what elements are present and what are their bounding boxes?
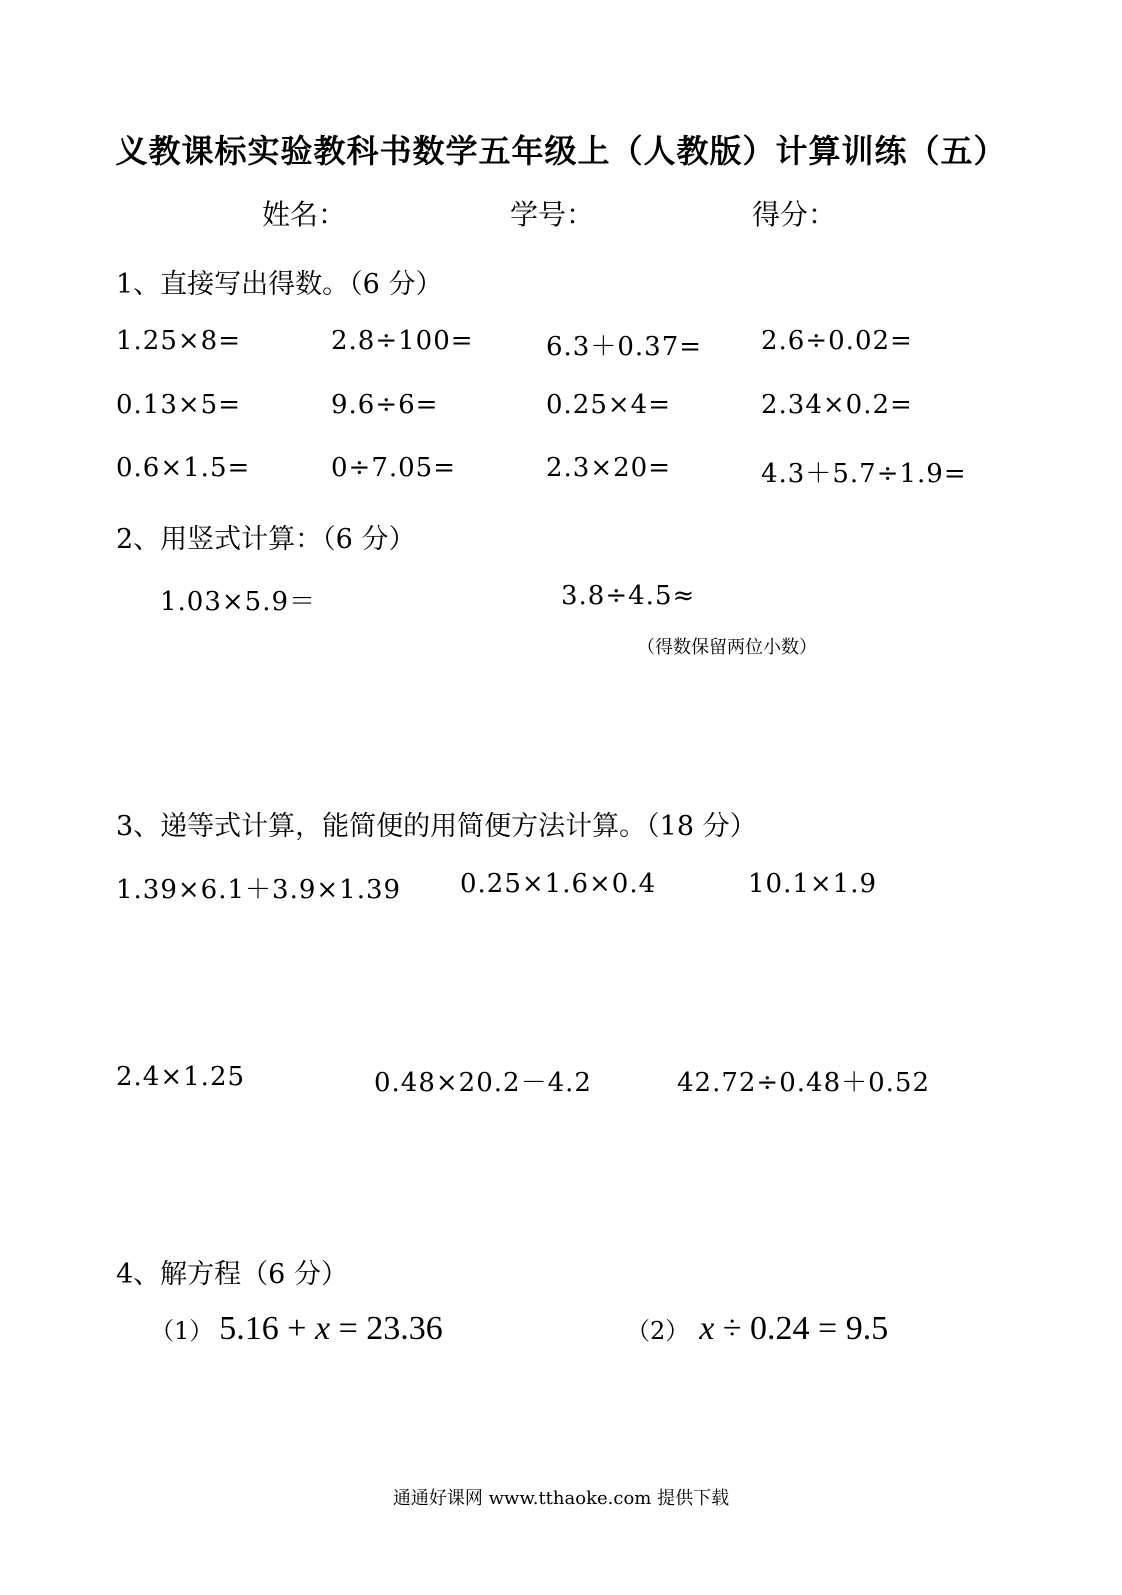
mental-math-item: 0.25×4= xyxy=(546,390,672,420)
mental-math-item: 1.25×8= xyxy=(116,326,242,356)
mental-math-item: 2.6÷0.02= xyxy=(761,326,913,356)
stepwise-calc-problem: 0.48×20.2－4.2 xyxy=(374,1068,592,1098)
variable-x: x xyxy=(314,1310,331,1347)
stepwise-calc-problem: 10.1×1.9 xyxy=(748,869,878,899)
footer-credit: 通通好课网 www.tthaoke.com 提供下载 xyxy=(392,1488,730,1509)
score-label: 得分： xyxy=(752,198,837,231)
stepwise-calc-problem: 0.25×1.6×0.4 xyxy=(460,869,657,899)
section4-heading: 4、解方程（6 分） xyxy=(116,1259,348,1290)
mental-math-item: 6.3＋0.37= xyxy=(546,332,703,362)
equation-number: （2） xyxy=(626,1317,690,1345)
section2-heading: 2、用竖式计算：（6 分） xyxy=(116,524,416,555)
vertical-calc-problem: 1.03×5.9＝ xyxy=(160,587,317,617)
name-label: 姓名： xyxy=(262,198,347,231)
mental-math-item: 2.8÷100= xyxy=(331,326,474,356)
variable-x: x xyxy=(699,1310,715,1347)
mental-math-item: 0.13×5= xyxy=(116,390,242,420)
equation-2 xyxy=(626,1310,888,1348)
stepwise-calc-problem: 42.72÷0.48＋0.52 xyxy=(677,1068,930,1098)
equation-1 xyxy=(150,1310,443,1348)
mental-math-item: 9.6÷6= xyxy=(331,390,439,420)
mental-math-item: 4.3＋5.7÷1.9= xyxy=(761,459,967,489)
equation-body: ÷ 0.24 = 9.5 xyxy=(714,1310,889,1347)
equation-left: 5.16 + xyxy=(219,1310,315,1347)
section3-heading: 3、递等式计算，能简便的用简便方法计算。（18 分） xyxy=(116,811,757,842)
page-title: 义教课标实验教科书数学五年级上（人教版）计算训练（五） xyxy=(115,132,1007,170)
rounding-note: （得数保留两位小数） xyxy=(637,637,817,658)
student-id-label: 学号： xyxy=(510,198,595,231)
equation-number: （1） xyxy=(150,1317,214,1345)
mental-math-item: 2.34×0.2= xyxy=(761,390,913,420)
mental-math-item: 2.3×20= xyxy=(546,453,672,483)
mental-math-item: 0.6×1.5= xyxy=(116,453,251,483)
stepwise-calc-problem: 1.39×6.1＋3.9×1.39 xyxy=(116,875,402,905)
stepwise-calc-problem: 2.4×1.25 xyxy=(116,1062,246,1092)
section1-heading: 1、直接写出得数。（6 分） xyxy=(116,269,443,300)
mental-math-item: 0÷7.05= xyxy=(331,453,457,483)
vertical-calc-problem: 3.8÷4.5≈ xyxy=(561,581,696,611)
equation-right: = 23.36 xyxy=(330,1310,443,1347)
